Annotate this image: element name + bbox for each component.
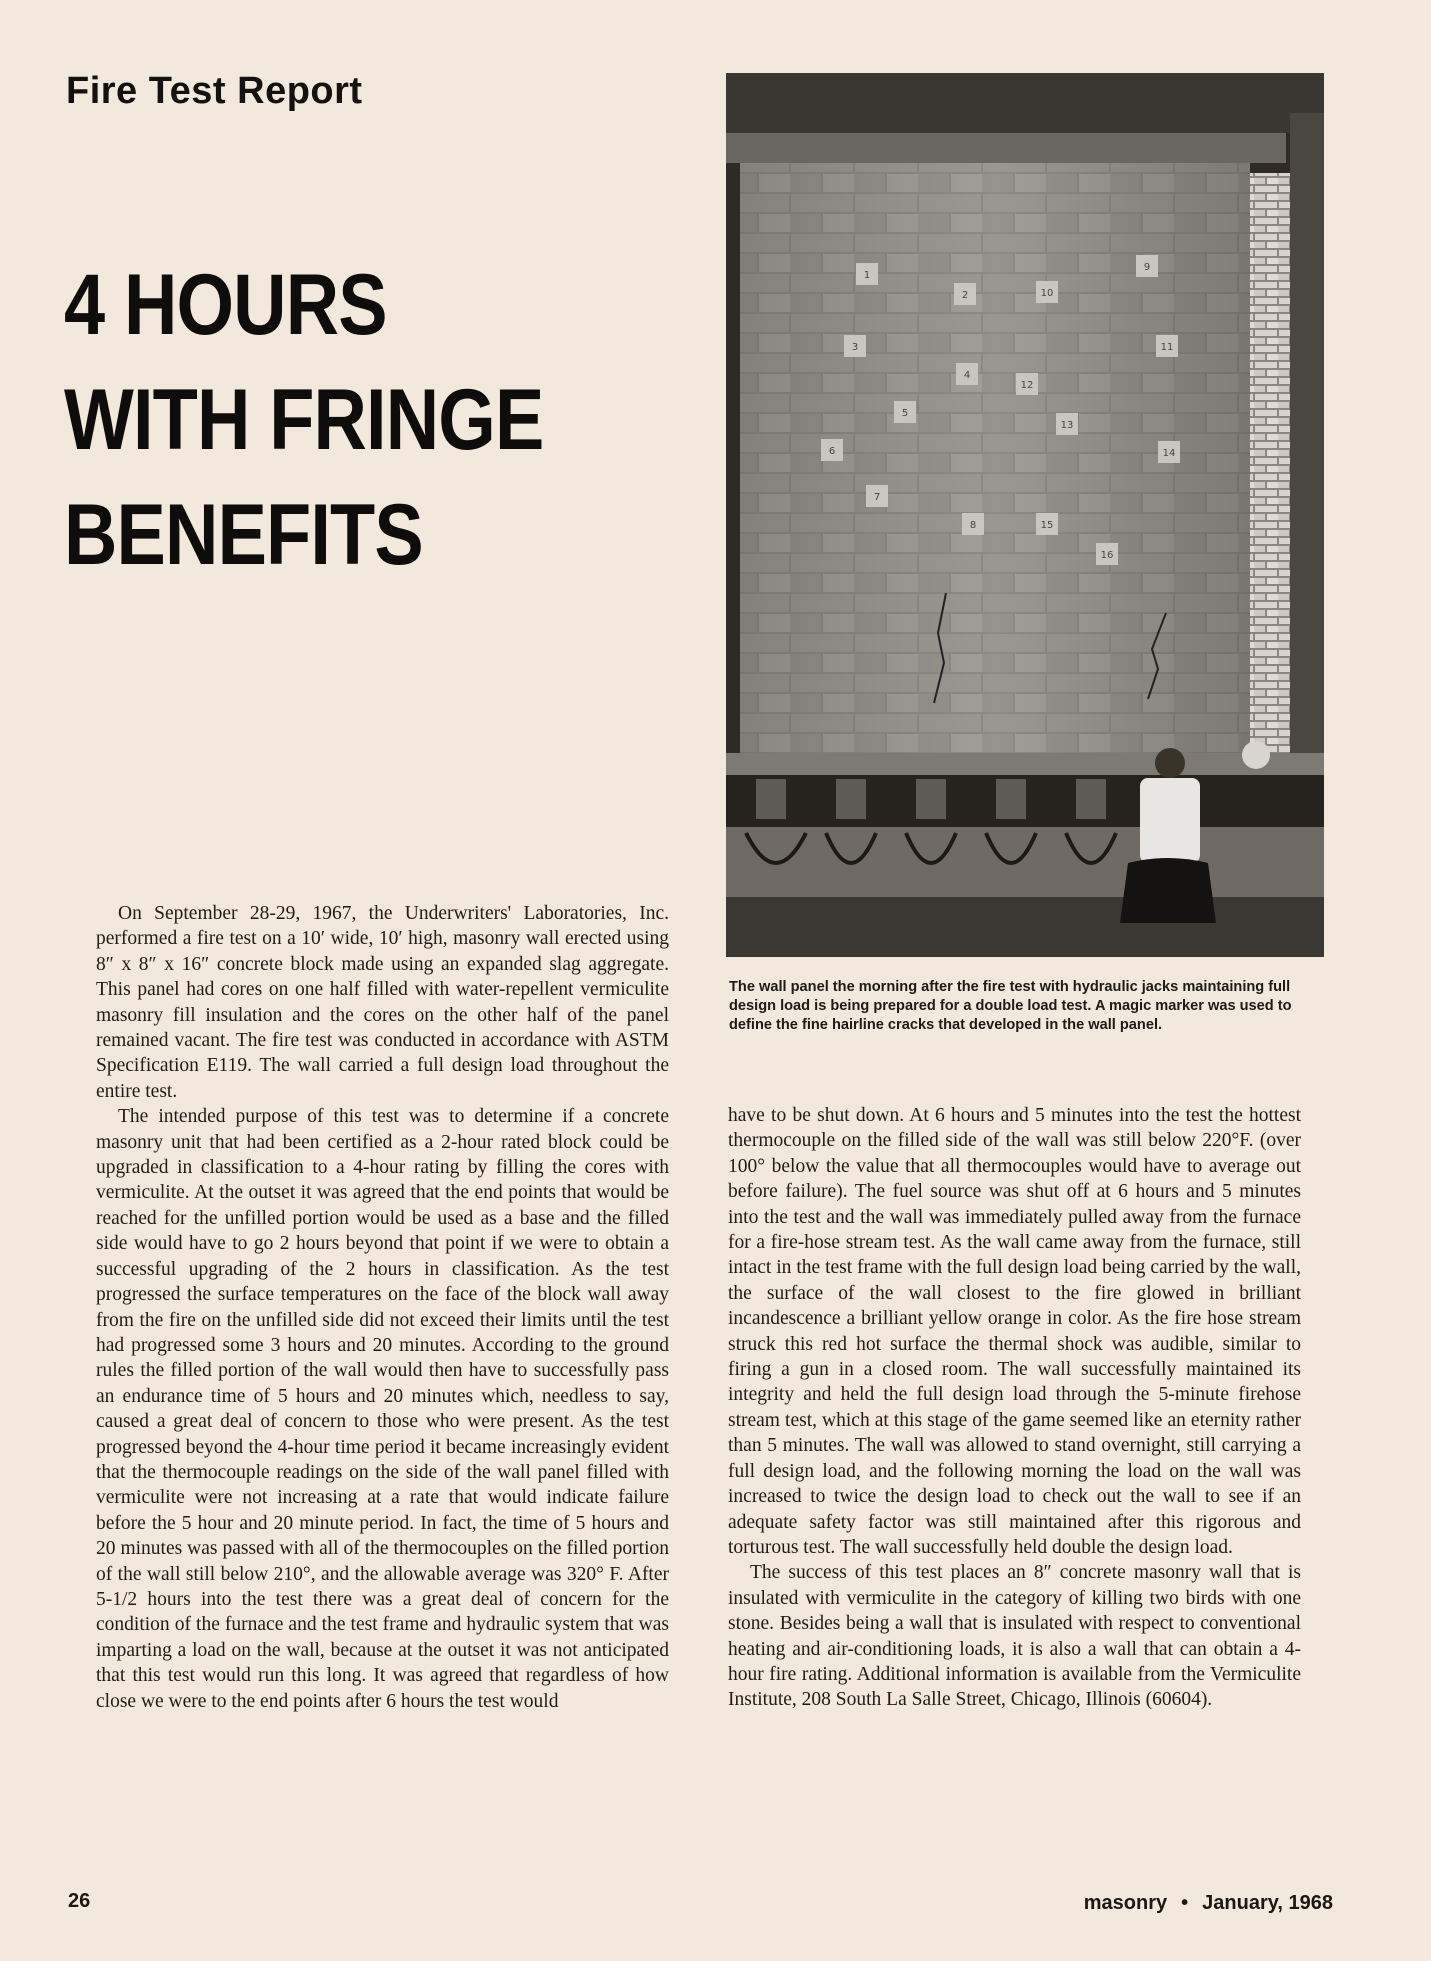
svg-text:3: 3 xyxy=(851,342,859,353)
issue-date: January, 1968 xyxy=(1202,1892,1333,1914)
block-marker xyxy=(1016,373,1038,395)
svg-text:14: 14 xyxy=(1162,448,1176,459)
svg-text:11: 11 xyxy=(1160,342,1174,353)
svg-text:13: 13 xyxy=(1060,420,1074,431)
photo-caption: The wall panel the morning after the fire test with hydraulic jacks maintaining full design load is being prepared for a double load test. A magic marker was used to define the fine hairline cracks that developed in the wall panel. xyxy=(729,979,1292,1033)
svg-text:6: 6 xyxy=(828,446,836,457)
headline-line-3: BENEFITS xyxy=(64,487,423,583)
block-marker xyxy=(894,401,916,423)
block-marker xyxy=(954,283,976,305)
wall-photo-illustration xyxy=(726,73,1324,957)
block-marker xyxy=(1136,255,1158,277)
svg-text:2: 2 xyxy=(961,290,969,301)
body-paragraph: On September 28-29, 1967, the Underwriters' Laboratories, Inc. performed a fire test on a 10′ wide, 10′ high, masonry wall erected using 8″ x 8″ x 16″ concrete block made using an expanded slag aggregate. This panel had cores on one half filled with water-repellent vermiculite masonry fill insulation and the cores on the other half of the panel remained vacant. The fire test was conducted in accordance with ASTM Specification E119. The wall carried a full design load throughout the entire test. xyxy=(96,903,669,1102)
svg-text:9: 9 xyxy=(1143,262,1151,273)
block-marker xyxy=(1036,281,1058,303)
svg-text:7: 7 xyxy=(873,492,881,503)
block-marker xyxy=(821,439,843,461)
block-marker xyxy=(1036,513,1058,535)
section-label: Fire Test Report xyxy=(66,70,363,112)
headline-line-2: WITH FRINGE xyxy=(64,372,544,468)
body-paragraph: The success of this test places an 8″ concrete masonry wall that is insulated with vermiculite in the category of killing two birds with one stone. Besides being a wall that is insulated with respect to conventional heating and air-conditioning loads, it is also a wall that can obtain a 4-hour fire rating. Additional information is available from the Vermiculite Institute, 208 South La Salle Street, Chicago, Illinois (60604). xyxy=(728,1562,1301,1711)
svg-text:8: 8 xyxy=(969,520,977,531)
wall-test-photo xyxy=(726,73,1324,957)
publication-name: masonry xyxy=(1083,1892,1168,1914)
footer-bullet: • xyxy=(1181,1892,1189,1914)
body-column-left xyxy=(96,901,669,1714)
svg-text:1: 1 xyxy=(863,270,871,281)
body-paragraph: The intended purpose of this test was to determine if a concrete masonry unit that had been certified as a 2-hour rated block could be upgraded in classification to a 4-hour rating by filling the cores with vermiculite. At the outset it was agreed that the end points that would be reached for the unfilled portion would be used as a base and the filled side would have to go 2 hours beyond that point if we were to obtain a successful upgrading of the 2 hours in classification. As the test progressed the surface temperatures on the face of the block wall away from the fire on the unfilled side did not exceed their limits until the test had progressed some 3 hours and 20 minutes. According to the ground rules the filled portion of the wall would then have to successfully pass an endurance time of 5 hours and 20 minutes which, needless to say, caused a great deal of concern to those who were present. As the test progressed beyond the 4-hour time period it became increasingly evident that the thermocouple readings on the side of the wall panel filled with vermiculite were not increasing at a rate that would indicate failure before the 5 hour and 20 minute period. In fact, the time of 5 hours and 20 minutes was passed with all of the thermocouples on the filled portion of the wall still below 210°, and the allowable average was 320° F. After 5-1/2 hours into the test there was a great deal of concern for the condition of the furnace and the test frame and hydraulic system that was imparting a load on the wall, because at the outset it was not anticipated that this test would run this long. It was agreed that regardless of how close we were to the end points after 6 hours the test would xyxy=(96,1106,669,1712)
body-column-right xyxy=(728,1103,1301,1713)
svg-text:10: 10 xyxy=(1040,288,1054,299)
headline xyxy=(64,248,614,593)
running-footer xyxy=(1084,1892,1333,1915)
block-marker xyxy=(866,485,888,507)
block-marker xyxy=(962,513,984,535)
block-marker xyxy=(1158,441,1180,463)
svg-text:15: 15 xyxy=(1040,520,1054,531)
svg-text:5: 5 xyxy=(901,408,909,419)
block-marker xyxy=(844,335,866,357)
page-number: 26 xyxy=(68,1890,91,1912)
body-paragraph: have to be shut down. At 6 hours and 5 minutes into the test the hottest thermocouple on the filled side of the wall was still below 220°F. (over 100° below the value that all thermocouples would have to average out before failure). The fuel source was shut off at 6 hours and 5 minutes into the test and the wall was immediately pulled away from the furnace for a fire-hose stream test. As the wall came away from the furnace, still intact in the test frame with the full design load being carried by the wall, the surface of the wall closest to the fire glowed in brilliant incandescence a brilliant yellow orange in color. As the fire hose stream struck this red hot surface the thermal shock was audible, similar to firing a gun in a closed room. The wall successfully maintained its integrity and held the full design load through the 5-minute firehose stream test, which at this stage of the game seemed like an eternity rather than 5 minutes. The wall was allowed to stand overnight, still carrying a full design load, and the following morning the load on the wall was increased to twice the design load to check out the wall to see if an adequate safety factor was still maintained after this rigorous and torturous test. The wall successfully held double the design load. xyxy=(728,1105,1301,1558)
headline-line-1: 4 HOURS xyxy=(64,257,387,353)
block-marker xyxy=(856,263,878,285)
svg-text:12: 12 xyxy=(1020,380,1034,391)
svg-text:4: 4 xyxy=(963,370,971,381)
block-marker xyxy=(1096,543,1118,565)
block-marker xyxy=(956,363,978,385)
svg-text:16: 16 xyxy=(1100,550,1114,561)
block-marker xyxy=(1156,335,1178,357)
block-marker xyxy=(1056,413,1078,435)
